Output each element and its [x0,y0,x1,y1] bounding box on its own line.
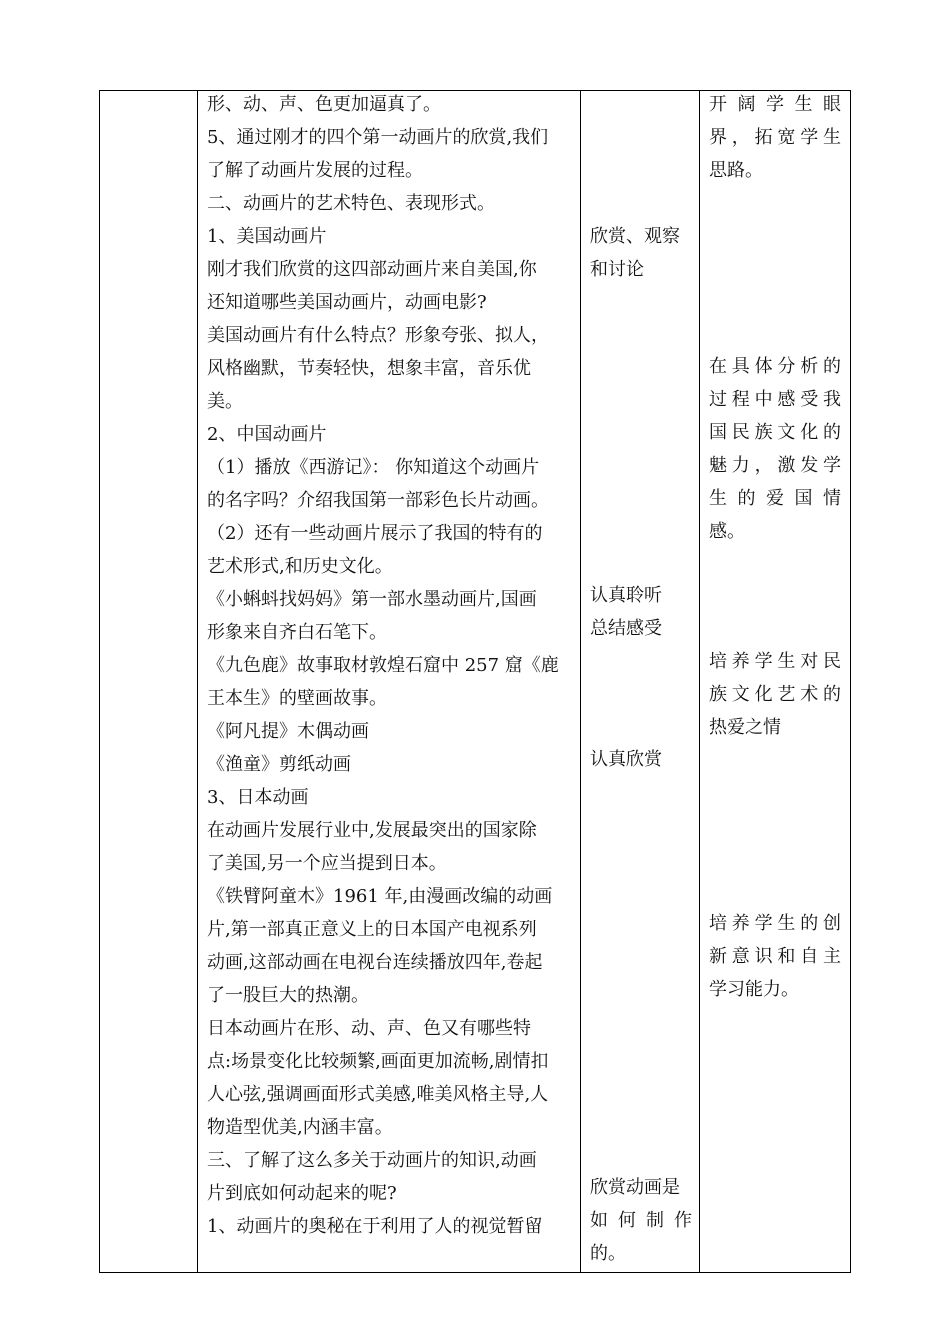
content-line: 形象来自齐白石笔下。 [207,622,387,643]
column-divider [197,90,198,1273]
subsection-heading: 1、美国动画片 [207,226,327,247]
content-line: 《铁臂阿童木》1961 年,由漫画改编的动画 [207,886,553,907]
column-divider [580,90,581,1273]
design-intent-block [709,350,841,548]
content-line: 《阿凡提》木偶动画 [207,721,369,742]
content-line: 片,第一部真正意义上的日本国产电视系列 [207,919,537,940]
content-line: 5、通过刚才的四个第一动画片的欣赏,我们 [207,127,549,148]
design-intent-block [709,907,841,1006]
activity-line: 总结感受 [590,618,662,639]
intent-line: 过程中感受我 [709,389,841,410]
column-divider [699,90,700,1273]
intent-line: 学习能力。 [709,979,799,1000]
content-line: 《九色鹿》故事取材敦煌石窟中 257 窟《鹿 [207,655,559,676]
design-intent-block [709,88,841,187]
content-line: 《渔童》剪纸动画 [207,754,351,775]
intent-line: 魅力，激发学 [709,455,841,476]
content-line: 1、动画片的奥秘在于利用了人的视觉暂留 [207,1216,543,1237]
section-heading: 二、动画片的艺术特色、表现形式。 [207,193,495,214]
content-line: （1）播放《西游记》： 你知道这个动画片 [207,457,540,478]
activity-line: 的。 [590,1243,626,1264]
content-line: 美国动画片有什么特点？形象夸张、拟人， [207,325,549,346]
content-line: 动画,这部动画在电视台连续播放四年,卷起 [207,952,543,973]
content-line: （2）还有一些动画片展示了我国的特有的 [207,523,543,544]
content-line: 美。 [207,391,243,412]
student-activity-block [590,220,692,286]
intent-line: 感。 [709,521,745,542]
content-line: 刚才我们欣赏的这四部动画片来自美国,你 [207,259,537,280]
activity-line: 和讨论 [590,259,644,280]
intent-line: 热爱之情 [709,717,781,738]
intent-line: 新意识和自主 [709,946,841,967]
activity-line: 认真欣赏 [590,749,662,770]
activity-line: 如 何 制 作 [590,1210,692,1231]
content-line: 人心弦,强调画面形式美感,唯美风格主导,人 [207,1084,549,1105]
intent-line: 在具体分析的 [709,356,841,377]
student-activity-block [590,1171,692,1270]
content-line: 的名字吗？介绍我国第一部彩色长片动画。 [207,490,549,511]
content-line: 日本动画片在形、动、声、色又有哪些特 [207,1018,531,1039]
student-activity-block [590,579,692,645]
content-line: 在动画片发展行业中,发展最突出的国家除 [207,820,537,841]
content-line: 了美国,另一个应当提到日本。 [207,853,447,874]
activity-line: 欣赏动画是 [590,1177,680,1198]
content-line: 点:场景变化比较频繁,画面更加流畅,剧情扣 [207,1051,549,1072]
activity-line: 认真聆听 [590,585,662,606]
subsection-heading: 2、中国动画片 [207,424,327,445]
content-line: 形、动、声、色更加逼真了。 [207,94,441,115]
content-line: 了解了动画片发展的过程。 [207,160,423,181]
content-line: 了一股巨大的热潮。 [207,985,369,1006]
intent-line: 开 阔 学 生 眼 [709,94,841,115]
intent-line: 生 的 爱 国 情 [709,488,841,509]
teaching-content-cell [207,88,573,1243]
content-line: 片到底如何动起来的呢? [207,1183,397,1204]
content-line: 物造型优美,内涵丰富。 [207,1117,393,1138]
intent-line: 界，拓宽学生 [709,127,841,148]
section-heading: 三、了解了这么多关于动画片的知识,动画 [207,1150,537,1171]
intent-line: 族文化艺术的 [709,684,841,705]
content-line: 还知道哪些美国动画片，动画电影? [207,292,487,313]
content-line: 艺术形式,和历史文化。 [207,556,393,577]
intent-line: 培养学生的创 [709,913,841,934]
content-line: 风格幽默，节奏轻快，想象丰富，音乐优 [207,358,531,379]
activity-line: 欣赏、观察 [590,226,680,247]
student-activity-block [590,743,692,776]
intent-line: 国民族文化的 [709,422,841,443]
intent-line: 思路。 [709,160,763,181]
intent-line: 培养学生对民 [709,651,841,672]
design-intent-block [709,645,841,744]
content-line: 王本生》的壁画故事。 [207,688,387,709]
content-line: 《小蝌蚪找妈妈》第一部水墨动画片,国画 [207,589,537,610]
subsection-heading: 3、日本动画 [207,787,309,808]
